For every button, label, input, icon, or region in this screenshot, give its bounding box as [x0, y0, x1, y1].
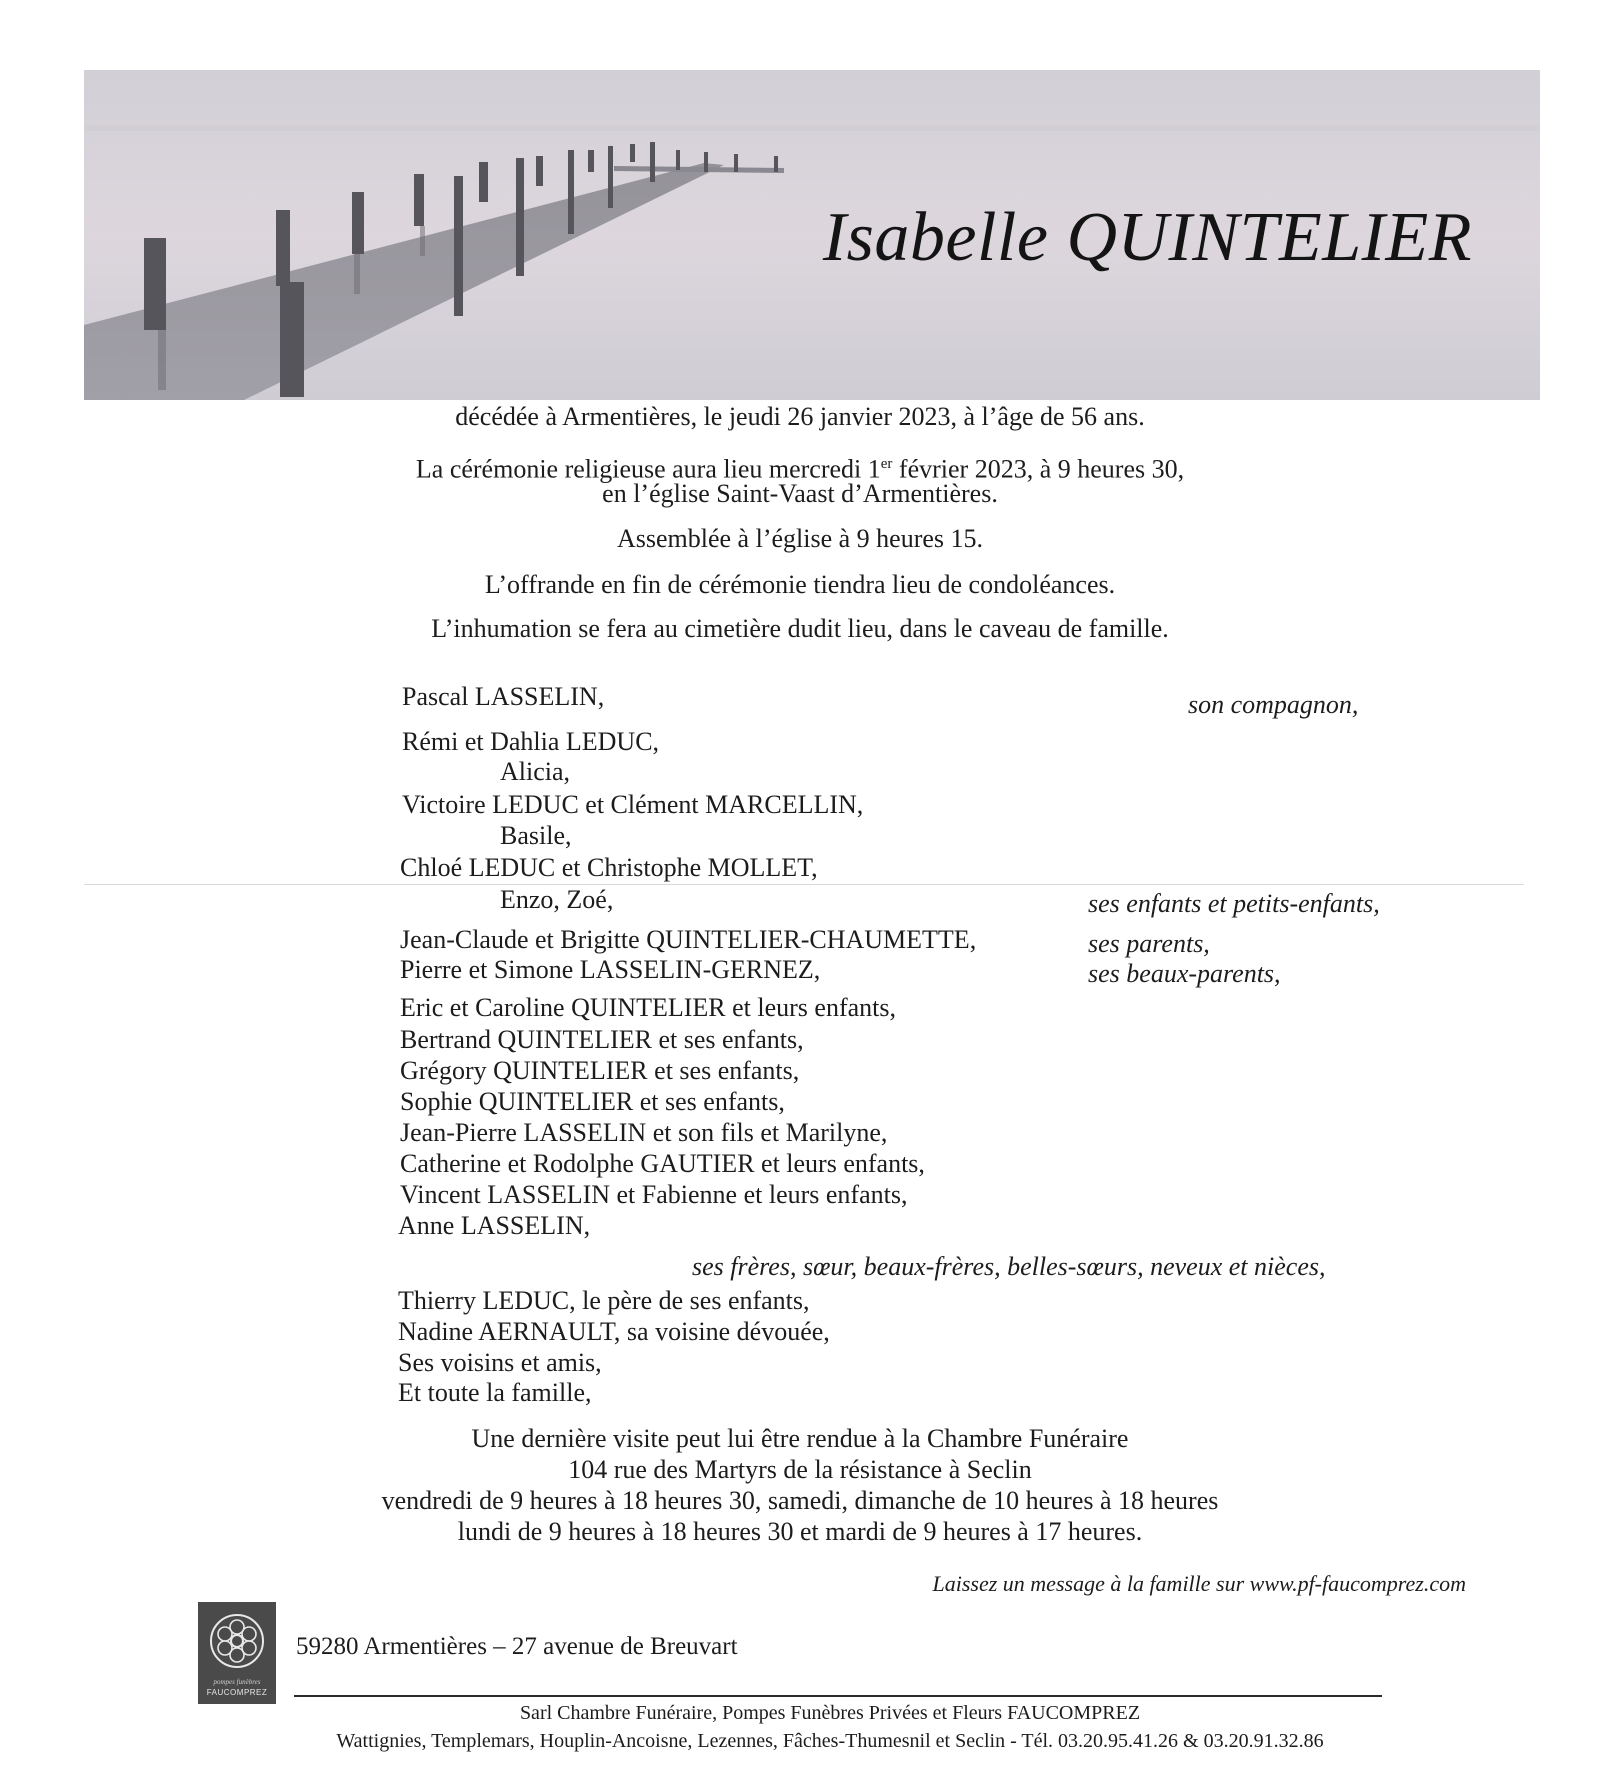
family-line: Vincent LASSELIN et Fabienne et leurs enfants, [400, 1180, 908, 1209]
family-line: Grégory QUINTELIER et ses enfants, [400, 1056, 800, 1085]
family-line: Alicia, [500, 757, 571, 786]
fold-crease [84, 884, 1524, 885]
family-line: Sophie QUINTELIER et ses enfants, [400, 1087, 785, 1116]
children-role: ses enfants et petits-enfants, [1088, 889, 1380, 918]
in-laws-name: Pierre et Simone LASSELIN-GERNEZ, [400, 955, 821, 984]
parents-name: Jean-Claude et Brigitte QUINTELIER-CHAUMETTE, [400, 925, 977, 954]
deceased-name: Isabelle QUINTELIER [822, 199, 1472, 276]
death-notice: décédée à Armentières, le jeudi 26 janvier 2023, à l’âge de 56 ans. [455, 402, 1145, 431]
in-laws-role: ses beaux-parents, [1088, 959, 1281, 988]
visit-line: vendredi de 9 heures à 18 heures 30, samedi, dimanche de 10 heures à 18 heures [381, 1486, 1219, 1515]
company-locations: Wattignies, Templemars, Houplin-Ancoisne, Lezennes, Fâches-Thumesnil et Seclin - Tél. 03.20.95.41.26 & 03.20.91.32.86 [336, 1730, 1324, 1752]
family-line: Catherine et Rodolphe GAUTIER et leurs enfants, [400, 1149, 925, 1178]
message-link[interactable]: Laissez un message à la famille sur www.pf-faucomprez.com [932, 1571, 1466, 1596]
family-line: Victoire LEDUC et Clément MARCELLIN, [402, 790, 864, 819]
family-line: Anne LASSELIN, [398, 1211, 591, 1240]
church-line: en l’église Saint-Vaast d’Armentières. [602, 479, 998, 508]
family-line: Ses voisins et amis, [398, 1348, 602, 1377]
family-line: Thierry LEDUC, le père de ses enfants, [398, 1286, 810, 1315]
funeral-home-address: 59280 Armentières – 27 avenue de Breuvart [296, 1633, 738, 1660]
companion-role: son compagnon, [1188, 690, 1359, 719]
faucomprez-logo [198, 1602, 276, 1704]
offering-line: L’offrande en fin de cérémonie tiendra lieu de condoléances. [484, 570, 1116, 599]
family-line: Jean-Pierre LASSELIN et son fils et Marilyne, [400, 1118, 888, 1147]
logo-brand: FAUCOMPREZ [206, 1688, 268, 1697]
burial-line: L’inhumation se fera au cimetière dudit lieu, dans le caveau de famille. [431, 614, 1169, 643]
family-line: Rémi et Dahlia LEDUC, [402, 727, 660, 756]
ceremony-text: La cérémonie religieuse aura lieu mercredi 1 [415, 454, 881, 484]
siblings-role: ses frères, sœur, beaux-frères, belles-sœurs, neveux et nièces, [692, 1252, 1326, 1281]
visit-line: lundi de 9 heures à 18 heures 30 et mardi de 9 heures à 17 heures. [457, 1517, 1143, 1546]
family-line: Basile, [500, 821, 572, 850]
ceremony-date: février 2023, à 9 heures 30, [892, 454, 1185, 484]
visit-line: 104 rue des Martyrs de la résistance à Seclin [568, 1455, 1032, 1484]
companion-name: Pascal LASSELIN, [402, 682, 605, 711]
logo-subtitle: pompes funèbres [213, 1678, 261, 1686]
assembly-line: Assemblée à l’église à 9 heures 15. [616, 524, 984, 553]
flower-logo-icon [208, 1612, 266, 1670]
family-line: Et toute la famille, [398, 1378, 592, 1407]
family-line: Eric et Caroline QUINTELIER et leurs enfants, [400, 993, 896, 1022]
family-line: Bertrand QUINTELIER et ses enfants, [400, 1025, 804, 1054]
visit-line: Une dernière visite peut lui être rendue à la Chambre Funéraire [471, 1424, 1129, 1453]
family-line: Enzo, Zoé, [500, 885, 614, 914]
parents-role: ses parents, [1088, 929, 1210, 958]
header-banner [84, 70, 1540, 400]
footer-divider [294, 1695, 1382, 1697]
ceremony-ordinal: er [880, 456, 893, 472]
family-line: Nadine AERNAULT, sa voisine dévouée, [398, 1317, 830, 1346]
family-line: Chloé LEDUC et Christophe MOLLET, [400, 853, 818, 882]
company-name: Sarl Chambre Funéraire, Pompes Funèbres Privées et Fleurs FAUCOMPREZ [519, 1702, 1141, 1724]
